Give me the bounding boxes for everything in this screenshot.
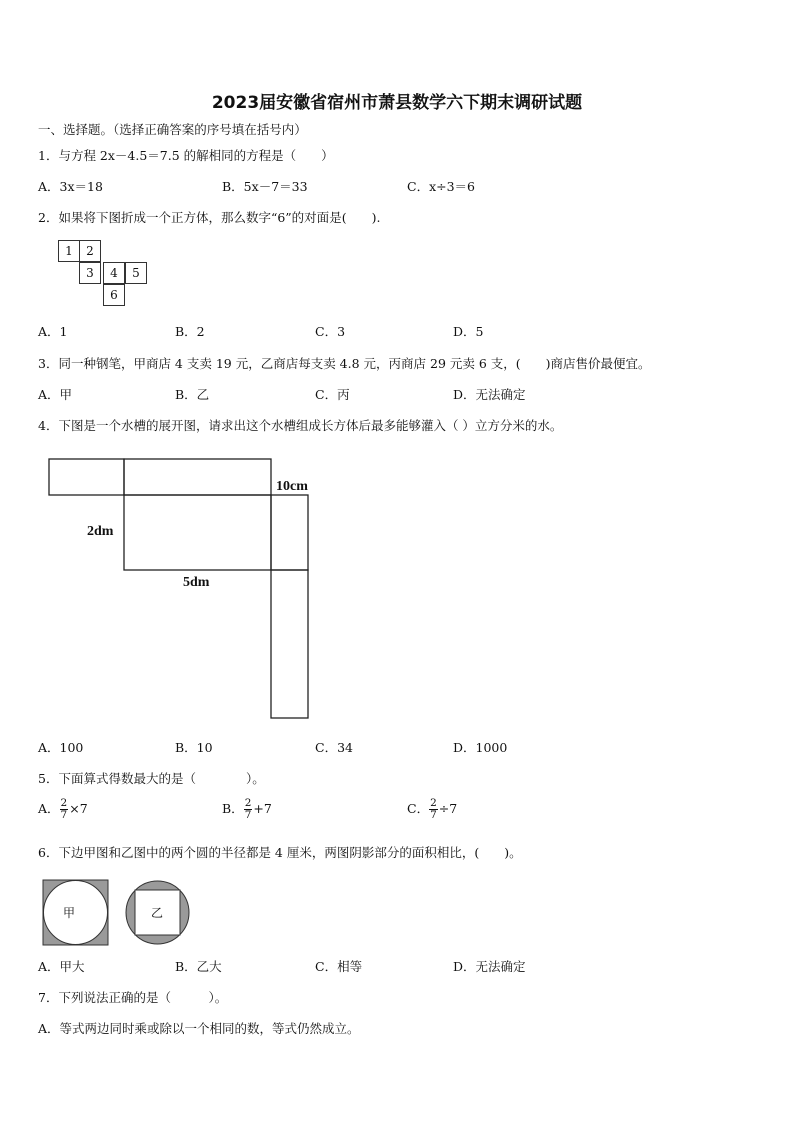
option-letter: B． xyxy=(222,801,244,816)
q6-option-b[interactable]: B．乙大 xyxy=(175,959,222,974)
figure-label-jia: 甲 xyxy=(63,906,76,920)
question-1: 1．与方程 2x－4.5＝7.5 的解相同的方程是（ ） xyxy=(38,148,334,163)
q3-option-a[interactable]: A．甲 xyxy=(38,387,73,402)
q1-option-b[interactable]: B．5x－7＝33 xyxy=(222,179,308,194)
cube-face: 4 xyxy=(103,262,125,284)
question-3: 3．同一种钢笔，甲商店 4 支卖 19 元，乙商店每支卖 4.8 元，丙商店 29 元卖 6 支，( )商店售价最便宜。 xyxy=(38,356,651,371)
q3-option-c[interactable]: C．丙 xyxy=(315,387,350,402)
option-letter: A． xyxy=(38,801,60,816)
q4-option-b[interactable]: B．10 xyxy=(175,740,213,755)
q3-option-d[interactable]: D．无法确定 xyxy=(453,387,526,402)
figure-jia xyxy=(43,880,108,945)
question-7: 7．下列说法正确的是（ ）。 xyxy=(38,990,228,1005)
fraction: $\frac{2}{7}$ xyxy=(430,797,437,821)
expression-rest: ×7 xyxy=(69,801,88,816)
q2-option-a[interactable]: A．1 xyxy=(38,324,68,339)
q1-option-c[interactable]: C．x÷3＝6 xyxy=(407,179,475,194)
question-2: 2．如果将下图折成一个正方体，那么数字“6”的对面是( ). xyxy=(38,210,381,225)
expression-rest: +7 xyxy=(253,801,272,816)
q6-option-a[interactable]: A．甲大 xyxy=(38,959,85,974)
page-title: 2023届安徽省宿州市萧县数学六下期末调研试题 xyxy=(211,93,583,113)
fraction: $\frac{2}{7}$ xyxy=(244,797,252,821)
option-letter: C． xyxy=(407,801,430,816)
cube-face: 3 xyxy=(79,262,101,284)
section-heading: 一、选择题。（选择正确答案的序号填在括号内） xyxy=(38,122,307,137)
q4-option-a[interactable]: A．100 xyxy=(38,740,84,755)
q4-option-d[interactable]: D．1000 xyxy=(453,740,508,755)
fraction: $\frac{2}{7}$ xyxy=(60,797,68,821)
q1-option-a[interactable]: A．3x＝18 xyxy=(38,179,103,194)
question-6: 6．下边甲图和乙图中的两个圆的半径都是 4 厘米，两图阴影部分的面积相比，( )。 xyxy=(38,845,522,860)
question-4: 4．下图是一个水槽的展开图，请求出这个水槽组成长方体后最多能够灌入（ ）立方分米的水。 xyxy=(38,418,563,433)
q4-option-c[interactable]: C．34 xyxy=(315,740,353,755)
question-5: 5．下面算式得数最大的是（ ）。 xyxy=(38,771,265,786)
q2-option-c[interactable]: C．3 xyxy=(315,324,346,339)
q2-option-b[interactable]: B．2 xyxy=(175,324,205,339)
q6-option-c[interactable]: C．相等 xyxy=(315,959,363,974)
q6-option-d[interactable]: D．无法确定 xyxy=(453,959,526,974)
cube-face: 1 xyxy=(58,240,80,262)
cube-face: 2 xyxy=(79,240,101,262)
cube-face: 6 xyxy=(103,284,125,306)
q7-option-a[interactable]: A．等式两边同时乘或除以一个相同的数，等式仍然成立。 xyxy=(38,1021,360,1036)
figure-label-yi: 乙 xyxy=(151,906,164,920)
label-10cm: 10cm xyxy=(276,479,308,494)
expression-rest: ÷7 xyxy=(438,801,458,816)
q3-option-b[interactable]: B．乙 xyxy=(175,387,210,402)
q2-option-d[interactable]: D．5 xyxy=(453,324,484,339)
cube-face: 5 xyxy=(125,262,147,284)
label-2dm: 2dm xyxy=(87,524,114,539)
label-5dm: 5dm xyxy=(183,575,210,590)
